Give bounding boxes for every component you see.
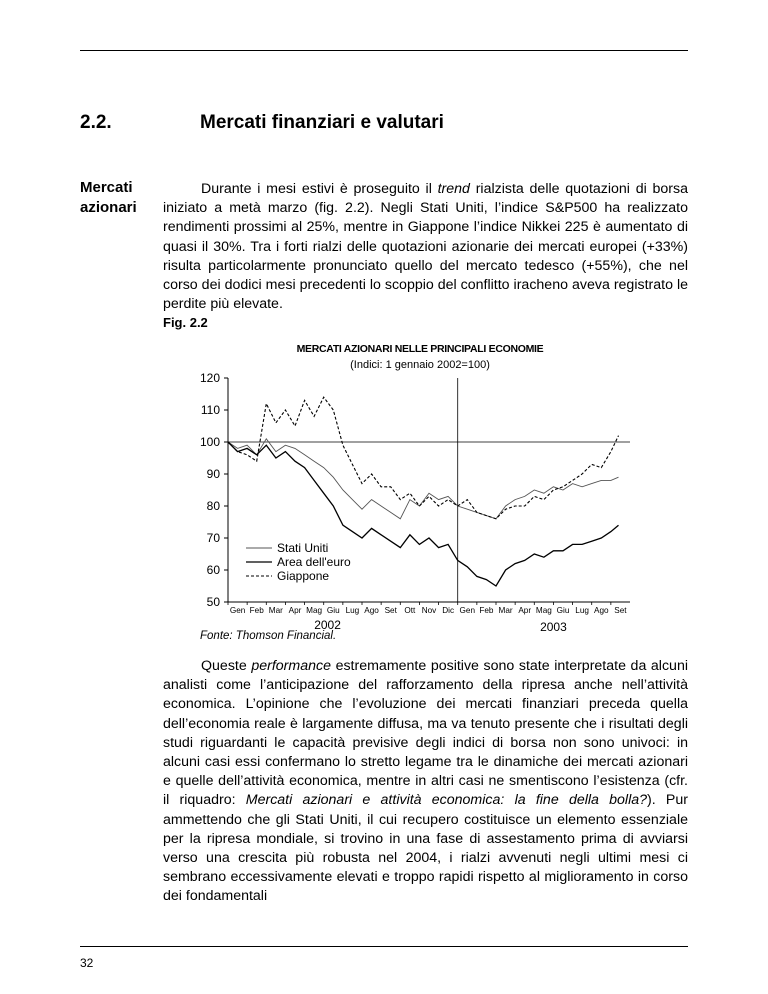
legend-label-2: Giappone	[277, 569, 330, 583]
y-tick-label-2: 70	[206, 531, 220, 545]
x-tick-label-16: Mag	[535, 606, 552, 615]
x-tick-label-3: Apr	[288, 606, 302, 615]
x-tick-label-5: Giu	[326, 606, 340, 615]
x-tick-label-4: Mag	[306, 606, 323, 615]
x-tick-label-2: Mar	[268, 606, 283, 615]
legend-label-0: Stati Uniti	[277, 541, 329, 555]
stock-market-chart	[160, 336, 690, 648]
x-tick-label-18: Lug	[575, 606, 589, 615]
section-title: Mercati finanziari e valutari	[200, 112, 444, 133]
x-tick-label-11: Dic	[442, 606, 455, 615]
y-tick-label-4: 90	[206, 467, 220, 481]
year-label-2002: 2002	[314, 618, 341, 632]
x-tick-label-1: Feb	[249, 606, 264, 615]
figure-label: Fig. 2.2	[163, 315, 208, 330]
legend-label-1: Area dell'euro	[277, 555, 351, 569]
paragraph-2: Queste performance estremamente positive sono state interpretate da alcuni analisti come l’anticipazione del rafforzamento della ripresa anche nell’attività economica. L’opinione che l’evoluzione dei mercati finanziari preceda quella dell’economia reale è largamente diffusa, ma va tenuto presente che i risultati degli studi riguardanti le capacità previsive degli indici di borsa non sono univoci: in alcuni casi essi confermano lo stretto legame tra le dinamiche dei mercati azionari e quelle dell’attività economica, mentre in altri casi ne smentiscono l’esistenza (cfr. il riquadro: Mercati azionari e attività economica: la fine della bolla?). Pur ammettendo che gli Stati Uniti, il cui recupero costituisce un elemento essenziale per la ripresa mondiale, si trovino in una fase di assestamento prima di avviarsi verso una crescita più robusta nel 2004, i rialzi avvenuti negli ultimi mesi ci sembrano eccessivamente elevati e troppo rapidi rispetto al miglioramento in corso dei fondamentali	[163, 658, 689, 905]
chart-title: MERCATI AZIONARI NELLE PRINCIPALI ECONOMIE	[296, 343, 544, 355]
chart-subtitle: (Indici: 1 gennaio 2002=100)	[350, 359, 490, 371]
x-tick-label-7: Ago	[364, 606, 379, 615]
x-tick-label-17: Giu	[556, 606, 570, 615]
year-label-2003: 2003	[540, 620, 567, 634]
x-tick-label-15: Apr	[518, 606, 532, 615]
y-tick-label-3: 80	[206, 499, 220, 513]
page-number: 32	[80, 956, 94, 970]
x-tick-label-13: Feb	[479, 606, 494, 615]
x-tick-label-8: Set	[384, 606, 397, 615]
top-rule	[80, 50, 688, 51]
figure-source: Fonte: Thomson Financial.	[200, 630, 337, 642]
sidebar-label: Mercati azionari	[80, 179, 137, 216]
x-tick-label-12: Gen	[459, 606, 476, 615]
x-tick-label-14: Mar	[498, 606, 513, 615]
series-line-0	[228, 439, 619, 519]
x-tick-label-6: Lug	[345, 606, 360, 615]
bottom-rule	[80, 946, 688, 947]
y-tick-label-7: 120	[199, 371, 220, 385]
x-tick-label-9: Ott	[404, 606, 416, 615]
y-tick-label-6: 110	[200, 403, 220, 417]
y-tick-label-5: 100	[199, 435, 220, 449]
paragraph-1: Durante i mesi estivi è proseguito il trend rialzista delle quotazioni di borsa iniziato a metà marzo (fig. 2.2). Negli Stati Uniti, l’indice S&P500 ha realizzato rendimenti prossimi al 25%, mentre in Giappone l’indice Nikkei 225 è aumentato di quasi il 30%. Tra i forti rialzi delle quotazioni azionarie dei mercati europei (+33%) risulta particolarmente pronunciato quello del mercato tedesco (+55%), che nel corso dei dodici mesi precedenti lo scoppio del conflitto iracheno aveva registrato le perdite più elevate.	[163, 181, 688, 313]
section-number: 2.2.	[80, 112, 112, 133]
x-tick-label-10: Nov	[421, 606, 437, 615]
x-tick-label-20: Set	[614, 606, 627, 615]
x-tick-label-0: Gen	[229, 606, 246, 615]
y-tick-label-0: 50	[206, 595, 220, 609]
y-tick-label-1: 60	[206, 563, 220, 577]
x-tick-label-19: Ago	[593, 606, 609, 615]
